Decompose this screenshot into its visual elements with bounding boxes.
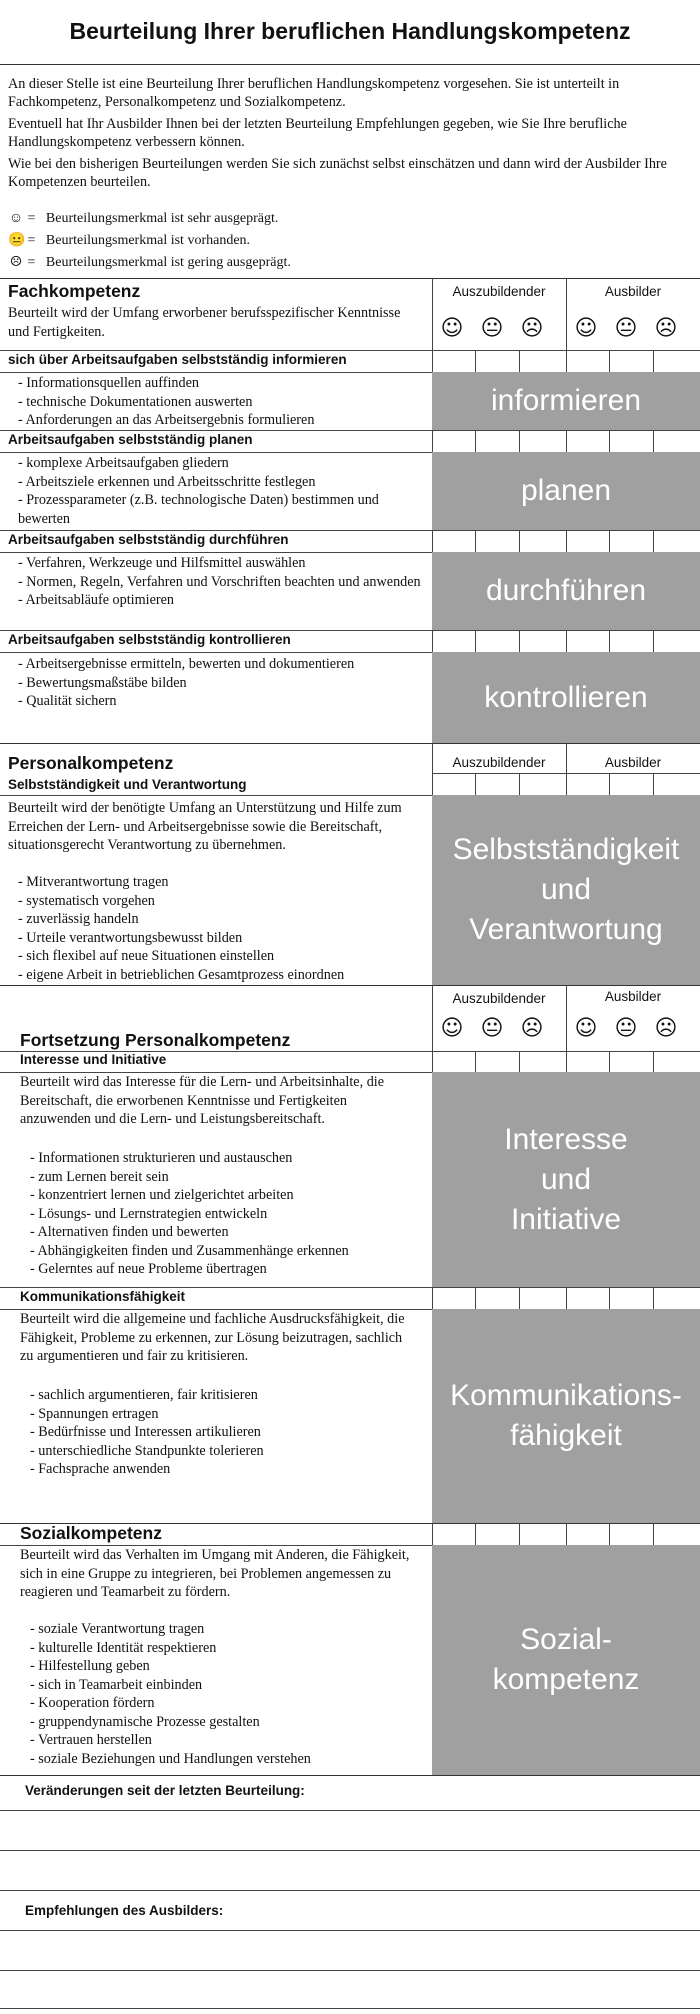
frown-icon: ☹ — [9, 255, 23, 270]
list-informieren — [18, 374, 423, 430]
neutral-face-icon: 😐 — [8, 233, 26, 248]
list-item: - Informationen strukturieren und austauschen — [30, 1149, 430, 1168]
list-item: - Gelerntes auf neue Probleme übertragen — [30, 1260, 430, 1279]
rating-cell[interactable] — [610, 1288, 653, 1309]
list-item: - Arbeitsabläufe optimieren — [18, 591, 423, 610]
col-head-trainee: Auszubildender — [452, 284, 546, 299]
neutral-face-icon: 😐 — [614, 1016, 638, 1041]
rating-cell[interactable] — [520, 531, 566, 552]
changes-label: Veränderungen seit der letzten Beurteilung: — [25, 1783, 305, 1798]
rating-cell[interactable] — [654, 1288, 700, 1309]
label-sozial: Sozial- kompetenz — [432, 1545, 700, 1775]
rating-cell[interactable] — [610, 774, 653, 795]
rating-cell[interactable] — [567, 631, 609, 652]
subhead-planen: Arbeitsaufgaben selbstständig planen — [8, 432, 253, 447]
intro-text — [8, 76, 688, 196]
list-item: - komplexe Arbeitsaufgaben gliedern — [18, 454, 423, 473]
list-item: - sich flexibel auf neue Situationen einstellen — [18, 947, 428, 966]
col-head-trainer: Ausbilder — [604, 284, 662, 299]
rating-cell[interactable] — [433, 1524, 475, 1545]
col-head-trainee: Auszubildender — [452, 755, 546, 770]
fachkompetenz-heading: Fachkompetenz — [8, 281, 141, 301]
rating-cell[interactable] — [476, 531, 519, 552]
rating-cell[interactable] — [610, 1524, 653, 1545]
list-item: - Hilfestellung geben — [30, 1657, 430, 1676]
kommunikation-desc: Beurteilt wird die allgemeine und fachliche Ausdrucksfähigkeit, die Fähigkeit, Probleme zu erkennen, zur Lösung beizutragen, sachlich zu argumentieren und fair zu kritisieren. — [20, 1311, 405, 1364]
rating-cell[interactable] — [476, 1524, 519, 1545]
label-selbststaendigkeit: Selbstständigkeit und Verantwortung — [432, 795, 700, 985]
neutral-face-icon: 😐 — [480, 1016, 504, 1041]
col-head-trainer: Ausbilder — [604, 989, 662, 1004]
subhead-kommunikation: Kommunikationsfähigkeit — [20, 1289, 186, 1304]
list-item: - Lösungs- und Lernstrategien entwickeln — [30, 1205, 430, 1224]
neutral-face-icon: 😐 — [614, 316, 638, 341]
intro-paragraph-3: Wie bei den bisherigen Beurteilungen werden Sie sich zunächst selbst einschätzen und dann wird der Ausbilder Ihre Kompetenzen beurteilen. — [8, 156, 667, 190]
list-kontrollieren — [18, 655, 428, 711]
list-item: - Vertrauen herstellen — [30, 1731, 430, 1750]
smile-icon: ☺ — [574, 316, 598, 341]
label-kommunikation: Kommunikations- fähigkeit — [432, 1309, 700, 1523]
rating-cell[interactable] — [520, 431, 566, 452]
list-item: - Prozessparameter (z.B. technologische Daten) bestimmen und bewerten — [18, 491, 423, 528]
rating-cell[interactable] — [433, 774, 475, 795]
list-kommunikation — [30, 1386, 430, 1479]
page-title: Beurteilung Ihrer beruflichen Handlungskompetenz — [69, 18, 631, 44]
list-item: - sachlich argumentieren, fair kritisieren — [30, 1386, 430, 1405]
sozialkompetenz-heading: Sozialkompetenz — [20, 1523, 162, 1543]
faces-trainer — [566, 1016, 686, 1042]
rating-cell[interactable] — [520, 1288, 566, 1309]
rating-cell[interactable] — [654, 351, 700, 372]
rating-cell[interactable] — [433, 631, 475, 652]
rating-cell[interactable] — [476, 774, 519, 795]
rating-cell[interactable] — [567, 1288, 609, 1309]
write-line[interactable] — [0, 1970, 700, 1971]
list-selbststaendigkeit — [18, 873, 428, 984]
rating-cell[interactable] — [476, 431, 519, 452]
list-item: - Verfahren, Werkzeuge und Hilfsmittel auswählen — [18, 554, 423, 573]
rating-cell[interactable] — [476, 351, 519, 372]
list-interesse — [30, 1149, 430, 1279]
smile-icon: ☺ — [8, 211, 24, 226]
list-item: - sich in Teamarbeit einbinden — [30, 1676, 430, 1695]
smile-icon: ☺ — [440, 316, 464, 341]
personalkompetenz-heading: Personalkompetenz — [8, 753, 174, 773]
legend-row-high: ☺ = Beurteilungsmerkmal ist sehr ausgeprägt. — [8, 209, 278, 229]
list-planen — [18, 454, 423, 528]
rating-cell[interactable] — [433, 531, 475, 552]
rating-cell[interactable] — [433, 1052, 475, 1072]
title-rule — [0, 64, 700, 65]
rating-cell[interactable] — [567, 351, 609, 372]
list-item: - Informationsquellen auffinden — [18, 374, 423, 393]
rating-cell[interactable] — [433, 431, 475, 452]
col-head-trainer: Ausbilder — [604, 755, 662, 770]
list-item: - gruppendynamische Prozesse gestalten — [30, 1713, 430, 1732]
list-sozial — [30, 1620, 430, 1768]
rating-cell[interactable] — [520, 1524, 566, 1545]
rating-cell[interactable] — [654, 531, 700, 552]
rating-cell[interactable] — [520, 774, 566, 795]
rating-cell[interactable] — [610, 351, 653, 372]
faces-trainee — [432, 316, 552, 342]
list-item: - soziale Verantwortung tragen — [30, 1620, 430, 1639]
write-line[interactable] — [0, 1930, 700, 1931]
label-informieren: informieren — [432, 372, 700, 430]
rating-cell[interactable] — [520, 631, 566, 652]
frown-icon: ☹ — [654, 316, 678, 341]
rating-cell[interactable] — [433, 1288, 475, 1309]
list-item: - zum Lernen bereit sein — [30, 1168, 430, 1187]
list-durchfuehren — [18, 554, 423, 610]
frown-icon: ☹ — [520, 1016, 544, 1041]
label-durchfuehren: durchführen — [432, 552, 700, 630]
smile-icon: ☺ — [574, 1016, 598, 1041]
label-planen: planen — [432, 452, 700, 530]
rating-cell[interactable] — [654, 1524, 700, 1545]
sozialkompetenz-desc: Beurteilt wird das Verhalten im Umgang mit Anderen, die Fähigkeit, sich in eine Gruppe zu integrieren, bei Problemen angemessen zu reagieren und Teamarbeit zu fördern. — [20, 1547, 410, 1600]
list-item: - Abhängigkeiten finden und Zusammenhänge erkennen — [30, 1242, 430, 1261]
intro-paragraph-1: An dieser Stelle ist eine Beurteilung Ihrer beruflichen Handlungskompetenz vorgesehen. Sie ist unterteilt in Fachkompetenz, Personalkompetenz und Sozialkompetenz. — [8, 76, 620, 110]
subhead-durchfuehren: Arbeitsaufgaben selbstständig durchführen — [8, 532, 289, 547]
interesse-desc: Beurteilt wird das Interesse für die Lern- und Arbeitsinhalte, die Bereitschaft, die erworbenen Kenntnisse und Fertigkeiten anzuwenden und die Lern- und Leistungsbereitschaft. — [20, 1074, 385, 1127]
rating-cell[interactable] — [520, 1052, 566, 1072]
label-kontrollieren: kontrollieren — [432, 652, 700, 743]
rating-cell[interactable] — [610, 631, 653, 652]
list-item: - systematisch vorgehen — [18, 892, 428, 911]
rating-cell[interactable] — [567, 431, 609, 452]
rating-cell[interactable] — [610, 531, 653, 552]
list-item: - eigene Arbeit in betrieblichen Gesamtprozess einordnen — [18, 966, 428, 985]
rating-cell[interactable] — [476, 1052, 519, 1072]
personalkompetenz-desc: Beurteilt wird der benötigte Umfang an Unterstützung und Hilfe zum Erreichen der Lern- und Arbeitsergebnisse sowie die Bereitschaft, situationsgerecht Verantwortung zu übernehmen. — [8, 800, 402, 853]
rating-cell[interactable] — [654, 1052, 700, 1072]
write-line[interactable] — [0, 1850, 700, 1851]
list-item: - zuverlässig handeln — [18, 910, 428, 929]
write-line[interactable] — [0, 2008, 700, 2009]
list-item: - Bedürfnisse und Interessen artikulieren — [30, 1423, 430, 1442]
neutral-face-icon: 😐 — [480, 316, 504, 341]
list-item: - Mitverantwortung tragen — [18, 873, 428, 892]
legend-row-low: ☹ = Beurteilungsmerkmal ist gering ausgeprägt. — [8, 253, 291, 273]
write-line[interactable] — [0, 1810, 700, 1811]
subhead-informieren: sich über Arbeitsaufgaben selbstständig informieren — [8, 352, 347, 367]
list-item: - Kooperation fördern — [30, 1694, 430, 1713]
subhead-kontrollieren: Arbeitsaufgaben selbstständig kontrollieren — [8, 632, 291, 647]
rating-cell[interactable] — [567, 1524, 609, 1545]
rating-cell[interactable] — [610, 431, 653, 452]
list-item: - technische Dokumentationen auswerten — [18, 393, 423, 412]
rating-cell[interactable] — [567, 531, 609, 552]
col-head-trainee: Auszubildender — [452, 991, 546, 1006]
faces-trainer — [566, 316, 686, 342]
fachkompetenz-desc: Beurteilt wird der Umfang erworbener berufsspezifischer Kenntnisse und Fertigkeiten. — [8, 305, 401, 340]
list-item: - Urteile verantwortungsbewusst bilden — [18, 929, 428, 948]
rating-cell[interactable] — [567, 774, 609, 795]
rating-cell[interactable] — [476, 1288, 519, 1309]
subhead-interesse: Interesse und Initiative — [20, 1052, 167, 1067]
subhead-selbststaendigkeit: Selbstständigkeit und Verantwortung — [8, 777, 247, 792]
smile-icon: ☺ — [440, 1016, 464, 1041]
list-item: - Fachsprache anwenden — [30, 1460, 430, 1479]
rating-cell[interactable] — [610, 1052, 653, 1072]
rating-cell[interactable] — [520, 351, 566, 372]
faces-trainee — [432, 1016, 552, 1042]
list-item: - Anforderungen an das Arbeitsergebnis formulieren — [18, 411, 423, 430]
list-item: - Spannungen ertragen — [30, 1405, 430, 1424]
label-interesse: Interesse und Initiative — [432, 1072, 700, 1287]
rating-cell[interactable] — [654, 774, 700, 795]
list-item: - soziale Beziehungen und Handlungen verstehen — [30, 1750, 430, 1769]
recommendations-label: Empfehlungen des Ausbilders: — [25, 1903, 224, 1918]
list-item: - Arbeitsziele erkennen und Arbeitsschritte festlegen — [18, 473, 423, 492]
list-item: - Bewertungsmaßstäbe bilden — [18, 674, 428, 693]
rating-cell[interactable] — [476, 631, 519, 652]
list-item: - unterschiedliche Standpunkte tolerieren — [30, 1442, 430, 1461]
legend-row-medium: 😐 = Beurteilungsmerkmal ist vorhanden. — [8, 231, 250, 251]
fortsetzung-heading: Fortsetzung Personalkompetenz — [20, 1030, 291, 1050]
list-item: - konzentriert lernen und zielgerichtet arbeiten — [30, 1186, 430, 1205]
list-item: - Arbeitsergebnisse ermitteln, bewerten und dokumentieren — [18, 655, 428, 674]
list-item: - Alternativen finden und bewerten — [30, 1223, 430, 1242]
frown-icon: ☹ — [654, 1016, 678, 1041]
write-line[interactable] — [0, 1890, 700, 1891]
frown-icon: ☹ — [520, 316, 544, 341]
rating-cell[interactable] — [433, 351, 475, 372]
list-item: - Normen, Regeln, Verfahren und Vorschriften beachten und anwenden — [18, 573, 423, 592]
list-item: - kulturelle Identität respektieren — [30, 1639, 430, 1658]
rating-cell[interactable] — [654, 431, 700, 452]
rating-cell[interactable] — [567, 1052, 609, 1072]
list-item: - Qualität sichern — [18, 692, 428, 711]
rating-cell[interactable] — [654, 631, 700, 652]
intro-paragraph-2: Eventuell hat Ihr Ausbilder Ihnen bei der letzten Beurteilung Empfehlungen gegeben, wie Sie Ihre berufliche Handlungskompetenz verbessern können. — [8, 116, 627, 150]
